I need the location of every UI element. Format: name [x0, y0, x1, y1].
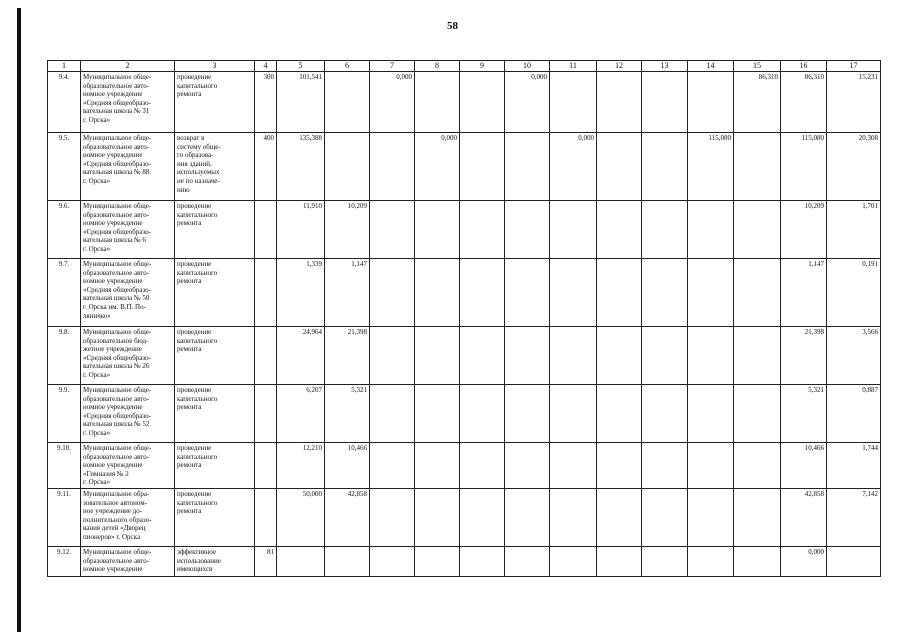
cell-col-6: 21,398 — [325, 327, 370, 385]
column-header: 7 — [370, 61, 415, 72]
cell-col-4 — [255, 259, 277, 327]
cell-col-9 — [460, 259, 505, 327]
cell-col-9 — [460, 547, 505, 577]
column-header: 5 — [277, 61, 325, 72]
cell-col-10 — [505, 259, 550, 327]
purpose-cell: эффективное использование имеющихся — [175, 547, 255, 577]
cell-col-7 — [370, 547, 415, 577]
column-header: 10 — [505, 61, 550, 72]
cell-col-4: 300 — [255, 72, 277, 133]
cell-col-14 — [688, 385, 734, 443]
cell-col-7 — [370, 443, 415, 489]
cell-col-5: 6,207 — [277, 385, 325, 443]
cell-col-12 — [597, 327, 642, 385]
institution-name: Муниципальное обще- образовательное авто- номное учреждение «Средняя общеобразо- вательная школа № 6 г. Орска» — [81, 201, 175, 259]
purpose-cell: проведение капитального ремонта — [175, 259, 255, 327]
institution-name: Муниципальное обще- образовательное авто- номное учреждение «Средняя общеобразо- вательная школа № 88 г. Орска» — [81, 133, 175, 201]
cell-col-8 — [415, 327, 460, 385]
cell-col-12 — [597, 133, 642, 201]
column-header: 16 — [781, 61, 827, 72]
cell-col-4 — [255, 327, 277, 385]
cell-col-4 — [255, 385, 277, 443]
cell-col-17: 1,744 — [827, 443, 881, 489]
cell-col-9 — [460, 443, 505, 489]
cell-col-8 — [415, 201, 460, 259]
cell-col-16: 0,000 — [781, 547, 827, 577]
cell-col-13 — [642, 327, 688, 385]
column-header: 3 — [175, 61, 255, 72]
row-id: 9.11. — [48, 489, 81, 547]
page-number: 58 — [447, 20, 458, 32]
cell-col-7 — [370, 133, 415, 201]
cell-col-15 — [734, 327, 781, 385]
cell-col-10 — [505, 133, 550, 201]
cell-col-13 — [642, 72, 688, 133]
purpose-cell: проведение капитального ремонта — [175, 72, 255, 133]
cell-col-13 — [642, 133, 688, 201]
cell-col-6: 10,466 — [325, 443, 370, 489]
cell-col-13 — [642, 547, 688, 577]
cell-col-17: 0,191 — [827, 259, 881, 327]
cell-col-17: 3,566 — [827, 327, 881, 385]
table-row — [48, 547, 881, 577]
column-header: 12 — [597, 61, 642, 72]
cell-col-11 — [550, 547, 597, 577]
cell-col-11 — [550, 385, 597, 443]
cell-col-9 — [460, 327, 505, 385]
column-header: 4 — [255, 61, 277, 72]
cell-col-12 — [597, 385, 642, 443]
cell-col-6 — [325, 72, 370, 133]
column-header: 13 — [642, 61, 688, 72]
cell-col-13 — [642, 201, 688, 259]
cell-col-6: 42,858 — [325, 489, 370, 547]
budget-table — [47, 60, 881, 577]
cell-col-7 — [370, 385, 415, 443]
cell-col-5: 101,541 — [277, 72, 325, 133]
column-header: 1 — [48, 61, 81, 72]
table-row — [48, 201, 881, 259]
column-header: 8 — [415, 61, 460, 72]
cell-col-12 — [597, 259, 642, 327]
purpose-cell: проведение капитального ремонта — [175, 489, 255, 547]
cell-col-17: 15,231 — [827, 72, 881, 133]
cell-col-11: 0,000 — [550, 133, 597, 201]
cell-col-7 — [370, 489, 415, 547]
cell-col-8 — [415, 547, 460, 577]
cell-col-5: 12,210 — [277, 443, 325, 489]
cell-col-7 — [370, 259, 415, 327]
cell-col-16: 115,080 — [781, 133, 827, 201]
cell-col-12 — [597, 72, 642, 133]
purpose-cell: проведение капитального ремонта — [175, 327, 255, 385]
cell-col-5: 11,910 — [277, 201, 325, 259]
cell-col-10 — [505, 327, 550, 385]
cell-col-12 — [597, 547, 642, 577]
column-header: 9 — [460, 61, 505, 72]
cell-col-14 — [688, 489, 734, 547]
cell-col-10 — [505, 443, 550, 489]
row-id: 9.4. — [48, 72, 81, 133]
cell-col-14: 115,080 — [688, 133, 734, 201]
row-id: 9.7. — [48, 259, 81, 327]
cell-col-11 — [550, 327, 597, 385]
cell-col-10: 0,000 — [505, 72, 550, 133]
table-row — [48, 327, 881, 385]
cell-col-9 — [460, 385, 505, 443]
cell-col-14 — [688, 443, 734, 489]
table-body — [48, 72, 881, 577]
cell-col-4 — [255, 489, 277, 547]
cell-col-17: 20,308 — [827, 133, 881, 201]
purpose-cell: проведение капитального ремонта — [175, 201, 255, 259]
cell-col-4: 400 — [255, 133, 277, 201]
cell-col-10 — [505, 385, 550, 443]
cell-col-16: 10,209 — [781, 201, 827, 259]
cell-col-5: 50,000 — [277, 489, 325, 547]
cell-col-11 — [550, 201, 597, 259]
cell-col-12 — [597, 489, 642, 547]
cell-col-13 — [642, 489, 688, 547]
row-id: 9.5. — [48, 133, 81, 201]
institution-name: Муниципальное обще- образовательное авто- номное учреждение «Средняя общеобразо- вательная школа № 50 г. Орска им. В.П. По- ляничко» — [81, 259, 175, 327]
column-header: 6 — [325, 61, 370, 72]
purpose-cell: проведение капитального ремонта — [175, 385, 255, 443]
cell-col-15 — [734, 201, 781, 259]
cell-col-12 — [597, 201, 642, 259]
cell-col-7: 0,000 — [370, 72, 415, 133]
row-id: 9.12. — [48, 547, 81, 577]
purpose-cell: возврат в систему обще- го образова- ния зданий, используемых не по назначе- нию — [175, 133, 255, 201]
column-header: 2 — [81, 61, 175, 72]
cell-col-17 — [827, 547, 881, 577]
cell-col-5: 1,339 — [277, 259, 325, 327]
cell-col-14 — [688, 327, 734, 385]
cell-col-9 — [460, 133, 505, 201]
cell-col-11 — [550, 489, 597, 547]
institution-name: Муниципальное обще- образовательное авто- номное учреждение — [81, 547, 175, 577]
cell-col-6 — [325, 133, 370, 201]
cell-col-9 — [460, 489, 505, 547]
table-row — [48, 259, 881, 327]
cell-col-15 — [734, 443, 781, 489]
table-row — [48, 133, 881, 201]
cell-col-16: 5,321 — [781, 385, 827, 443]
cell-col-10 — [505, 489, 550, 547]
cell-col-16: 86,310 — [781, 72, 827, 133]
cell-col-8 — [415, 385, 460, 443]
cell-col-13 — [642, 259, 688, 327]
cell-col-14 — [688, 547, 734, 577]
cell-col-17: 1,701 — [827, 201, 881, 259]
cell-col-8: 0,000 — [415, 133, 460, 201]
cell-col-6: 1,147 — [325, 259, 370, 327]
table-row — [48, 489, 881, 547]
cell-col-8 — [415, 259, 460, 327]
cell-col-9 — [460, 72, 505, 133]
table-row — [48, 72, 881, 133]
cell-col-5 — [277, 547, 325, 577]
row-id: 9.10. — [48, 443, 81, 489]
table-row — [48, 443, 881, 489]
cell-col-15 — [734, 133, 781, 201]
cell-col-11 — [550, 72, 597, 133]
cell-col-7 — [370, 201, 415, 259]
institution-name: Муниципальное обще- образовательное авто- номное учреждение «Гимназия № 2 г. Орска» — [81, 443, 175, 489]
cell-col-8 — [415, 72, 460, 133]
cell-col-11 — [550, 443, 597, 489]
cell-col-15 — [734, 259, 781, 327]
cell-col-16: 42,858 — [781, 489, 827, 547]
table-row — [48, 385, 881, 443]
cell-col-15 — [734, 385, 781, 443]
cell-col-13 — [642, 385, 688, 443]
cell-col-5: 24,964 — [277, 327, 325, 385]
row-id: 9.9. — [48, 385, 81, 443]
cell-col-8 — [415, 443, 460, 489]
institution-name: Муниципальное обще- образовательное авто- номное учреждение «Средняя общеобразо- вательная школа № 52 г. Орска» — [81, 385, 175, 443]
cell-col-11 — [550, 259, 597, 327]
left-margin-bar — [17, 8, 21, 632]
cell-col-15: 86,310 — [734, 72, 781, 133]
cell-col-13 — [642, 443, 688, 489]
column-header: 17 — [827, 61, 881, 72]
cell-col-16: 21,398 — [781, 327, 827, 385]
cell-col-4 — [255, 443, 277, 489]
cell-col-8 — [415, 489, 460, 547]
institution-name: Муниципальное обще- образовательное авто- номное учреждение «Средняя общеобразо- вательная школа № 31 г. Орска» — [81, 72, 175, 133]
cell-col-14 — [688, 259, 734, 327]
cell-col-12 — [597, 443, 642, 489]
cell-col-14 — [688, 201, 734, 259]
cell-col-4: 81 — [255, 547, 277, 577]
cell-col-7 — [370, 327, 415, 385]
cell-col-6: 5,321 — [325, 385, 370, 443]
cell-col-5: 135,388 — [277, 133, 325, 201]
institution-name: Муниципальное обще- образовательное бюд- жетное учреждение «Средняя общеобразо- вательная школа № 26 г. Орска» — [81, 327, 175, 385]
column-header: 15 — [734, 61, 781, 72]
column-header: 11 — [550, 61, 597, 72]
cell-col-4 — [255, 201, 277, 259]
purpose-cell: проведение капитального ремонта — [175, 443, 255, 489]
cell-col-17: 0,887 — [827, 385, 881, 443]
cell-col-16: 1,147 — [781, 259, 827, 327]
cell-col-16: 10,466 — [781, 443, 827, 489]
column-number-row — [48, 61, 881, 72]
cell-col-9 — [460, 201, 505, 259]
row-id: 9.8. — [48, 327, 81, 385]
column-header: 14 — [688, 61, 734, 72]
cell-col-10 — [505, 201, 550, 259]
cell-col-15 — [734, 547, 781, 577]
cell-col-17: 7,142 — [827, 489, 881, 547]
cell-col-15 — [734, 489, 781, 547]
row-id: 9.6. — [48, 201, 81, 259]
cell-col-6 — [325, 547, 370, 577]
cell-col-10 — [505, 547, 550, 577]
cell-col-14 — [688, 72, 734, 133]
cell-col-6: 10,209 — [325, 201, 370, 259]
institution-name: Муниципальное обра- зовательное автоном- ное учреждение до- полнительного образо- вания детей «Дворец пионеров» г. Орска — [81, 489, 175, 547]
